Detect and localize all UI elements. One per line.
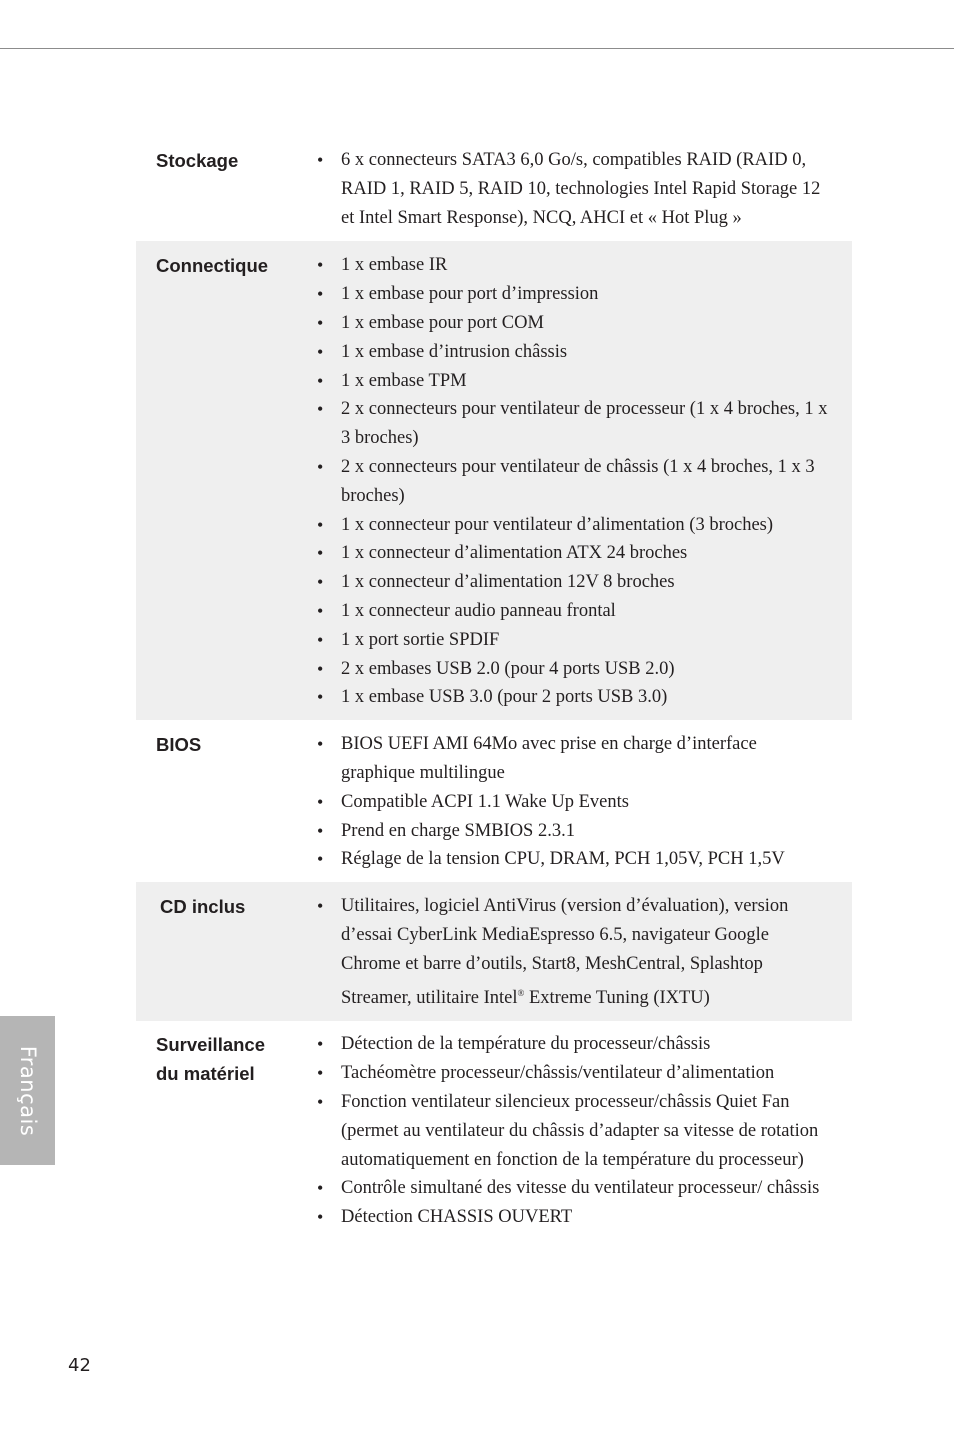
bullet-icon: • (317, 791, 324, 812)
list-item: • Prend en charge SMBIOS 2.3.1 (301, 817, 832, 846)
spec-row-connectors (136, 241, 852, 720)
bullet-icon: • (317, 1178, 324, 1199)
list-item: • 1 x connecteur pour ventilateur d’alimentation (3 broches) (301, 511, 832, 540)
spec-list-bios (301, 730, 852, 874)
spec-row-storage (136, 140, 852, 241)
bullet-icon: • (317, 687, 324, 708)
bullet-icon: • (317, 456, 324, 477)
bullet-icon: • (317, 1207, 324, 1228)
list-item: • 1 x port sortie SPDIF (301, 626, 832, 655)
language-tab-label: Français (15, 1045, 40, 1136)
bullet-icon: • (317, 849, 324, 870)
list-item: • 1 x connecteur audio panneau frontal (301, 597, 832, 626)
bullet-icon: • (317, 629, 324, 650)
spec-label-monitoring (136, 1030, 301, 1232)
list-item: • Contrôle simultané des vitesse du ventilateur processeur/ châssis (301, 1174, 832, 1203)
bullet-icon: • (317, 312, 324, 333)
spec-list-cd (301, 892, 852, 1012)
spec-row-bios (136, 720, 852, 882)
list-item: • Utilitaires, logiciel AntiVirus (version d’évaluation), version d’essai CyberLink MediaEspresso 6.5, navigateur Google Chrome et barre d’outils, Start8, MeshCentral, Splashtop Streamer, utilitaire Intel® Extreme Tuning (IXTU) (301, 892, 832, 1012)
bullet-icon: • (317, 820, 324, 841)
spec-label-connectors: Connectique (156, 255, 269, 277)
bullet-icon: • (317, 370, 324, 391)
bullet-icon: • (317, 255, 324, 276)
list-item: • 2 x connecteurs pour ventilateur de châssis (1 x 4 broches, 1 x 3 broches) (301, 453, 832, 511)
list-item: • 1 x embase d’intrusion châssis (301, 338, 832, 367)
bullet-icon: • (317, 658, 324, 679)
page-number: 42 (68, 1355, 91, 1376)
bullet-icon: • (317, 341, 324, 362)
list-item: • Tachéomètre processeur/châssis/ventilateur d’alimentation (301, 1059, 832, 1088)
spec-label-line: du matériel (156, 1063, 255, 1085)
list-item: • Réglage de la tension CPU, DRAM, PCH 1,05V, PCH 1,5V (301, 845, 832, 874)
list-item: • 1 x connecteur d’alimentation ATX 24 broches (301, 539, 832, 568)
spec-label-storage: Stockage (156, 150, 239, 171)
list-item: • 1 x embase USB 3.0 (pour 2 ports USB 3.0) (301, 683, 832, 712)
list-item: • 1 x embase pour port d’impression (301, 280, 832, 309)
bullet-icon: • (317, 543, 324, 564)
list-item: • BIOS UEFI AMI 64Mo avec prise en charge d’interface graphique multilingue (301, 730, 832, 788)
spec-label-cd: CD inclus (160, 896, 246, 918)
bullet-icon: • (317, 896, 324, 917)
bullet-icon: • (317, 150, 324, 170)
list-item: • Compatible ACPI 1.1 Wake Up Events (301, 788, 832, 817)
list-item: • 6 x connecteurs SATA3 6,0 Go/s, compatibles RAID (RAID 0, RAID 1, RAID 5, RAID 10, technologies Intel Rapid Storage 12 et Intel Smart Response), NCQ, AHCI et « Hot Plug » (301, 146, 832, 232)
list-item: • 1 x embase IR (301, 251, 832, 280)
bullet-icon: • (317, 600, 324, 621)
registered-mark: ® (517, 987, 525, 998)
bullet-icon: • (317, 1034, 324, 1055)
list-item: • 1 x embase TPM (301, 367, 832, 396)
spec-row-cd (136, 882, 852, 1021)
spec-row-monitoring (136, 1021, 852, 1240)
header-rule (0, 48, 954, 49)
list-item: • 2 x connecteurs pour ventilateur de processeur (1 x 4 broches, 1 x 3 broches) (301, 395, 832, 453)
bullet-icon: • (317, 734, 324, 755)
bullet-icon: • (317, 514, 324, 535)
bullet-icon: • (317, 1063, 324, 1084)
spec-list-connectors (301, 251, 852, 712)
bullet-icon: • (317, 572, 324, 593)
spec-list-monitoring (301, 1030, 852, 1232)
bullet-icon: • (317, 399, 324, 420)
spec-label-line: Surveillance (156, 1034, 266, 1056)
list-item: • 1 x connecteur d’alimentation 12V 8 broches (301, 568, 832, 597)
language-tab (0, 1016, 55, 1165)
list-item: • 1 x embase pour port COM (301, 309, 832, 338)
bullet-icon: • (317, 284, 324, 305)
bullet-icon: • (317, 1091, 324, 1112)
spec-label-bios: BIOS (156, 734, 202, 756)
list-item: • Fonction ventilateur silencieux processeur/châssis Quiet Fan (permet au ventilateur du châssis d’adapter sa vitesse de rotation automatiquement en fonction de la température du processeur) (301, 1088, 832, 1174)
spec-table (136, 140, 852, 1240)
list-item: • 2 x embases USB 2.0 (pour 4 ports USB 2.0) (301, 655, 832, 684)
list-item: • Détection de la température du processeur/châssis (301, 1030, 832, 1059)
spec-list-storage (301, 146, 852, 232)
list-item: • Détection CHASSIS OUVERT (301, 1203, 832, 1232)
